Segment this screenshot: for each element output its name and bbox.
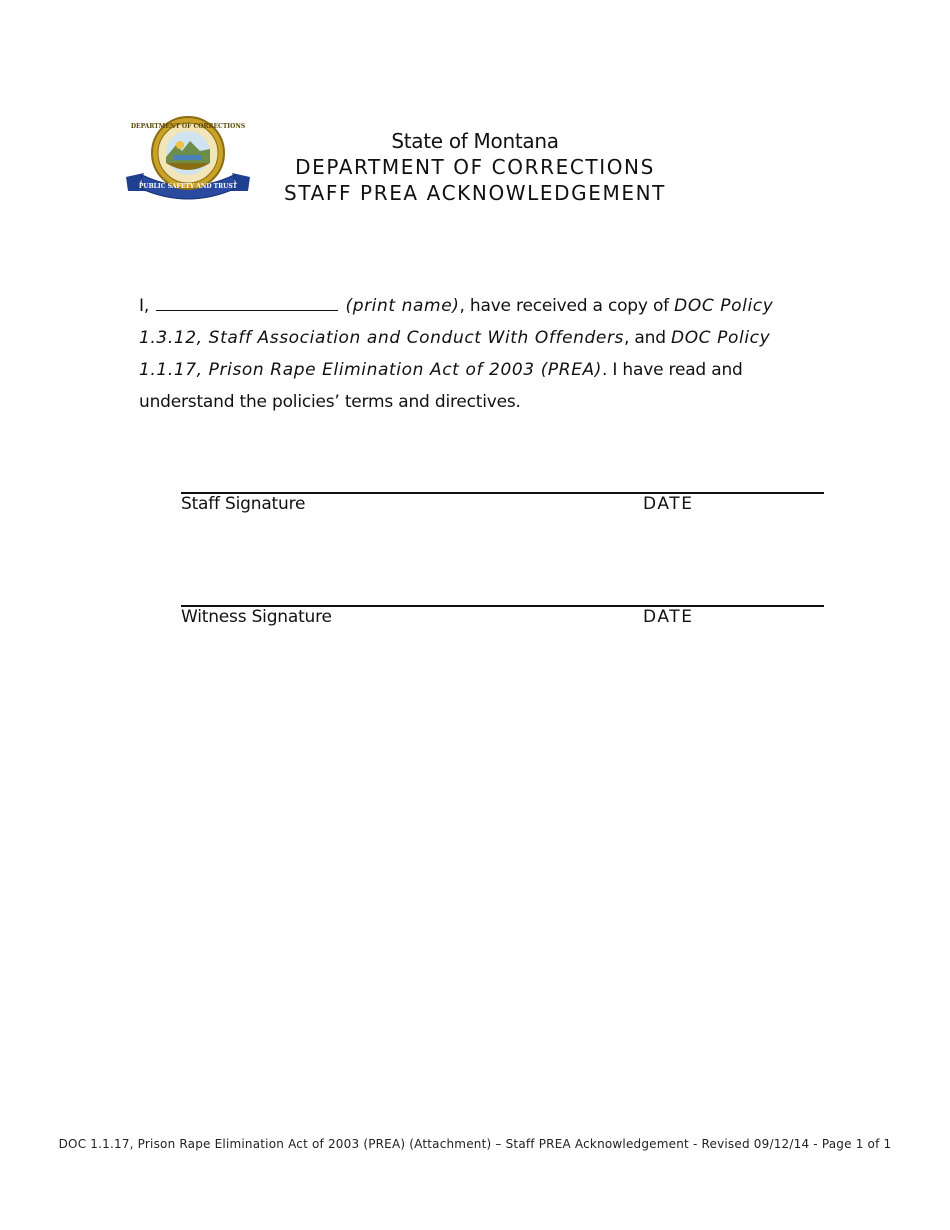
seal-ring-text: DEPARTMENT OF CORRECTIONS: [130, 123, 246, 130]
document-header: [250, 128, 700, 206]
staff-date-label: DATE: [643, 494, 694, 514]
witness-signature-label: Witness Signature: [181, 607, 332, 627]
print-name-field[interactable]: [156, 292, 338, 311]
statement-text-2: , and: [624, 328, 671, 348]
document-footer: DOC 1.1.17, Prison Rape Elimination Act of 2003 (PREA) (Attachment) – Staff PREA Acknowledgement - Revised 09/12/14 - Page 1 of 1: [58, 1137, 892, 1151]
state-name: State of Montana: [391, 129, 559, 153]
form-title: STAFF PREA ACKNOWLEDGEMENT: [284, 181, 666, 205]
statement-text-1: , have received a copy of: [459, 296, 675, 316]
policy-2-reference: DOC Policy 1.1.17, Prison Rape Elimination Act of 2003 (PREA): [139, 328, 771, 380]
witness-date-label: DATE: [643, 607, 694, 627]
acknowledgement-statement: [139, 290, 799, 418]
print-name-hint: (print name): [345, 296, 460, 316]
staff-signature-label: Staff Signature: [181, 494, 306, 514]
policy-1-reference: DOC Policy 1.3.12, Staff Association and Conduct With Offenders: [139, 296, 774, 348]
doc-seal-logo: [122, 115, 254, 205]
statement-prefix: I,: [139, 296, 150, 316]
department-name: DEPARTMENT OF CORRECTIONS: [295, 155, 655, 179]
statement-text-3: . I have read and understand the policies’ terms and directives.: [139, 360, 743, 412]
seal-banner-text: PUBLIC SAFETY AND TRUST: [138, 183, 238, 190]
